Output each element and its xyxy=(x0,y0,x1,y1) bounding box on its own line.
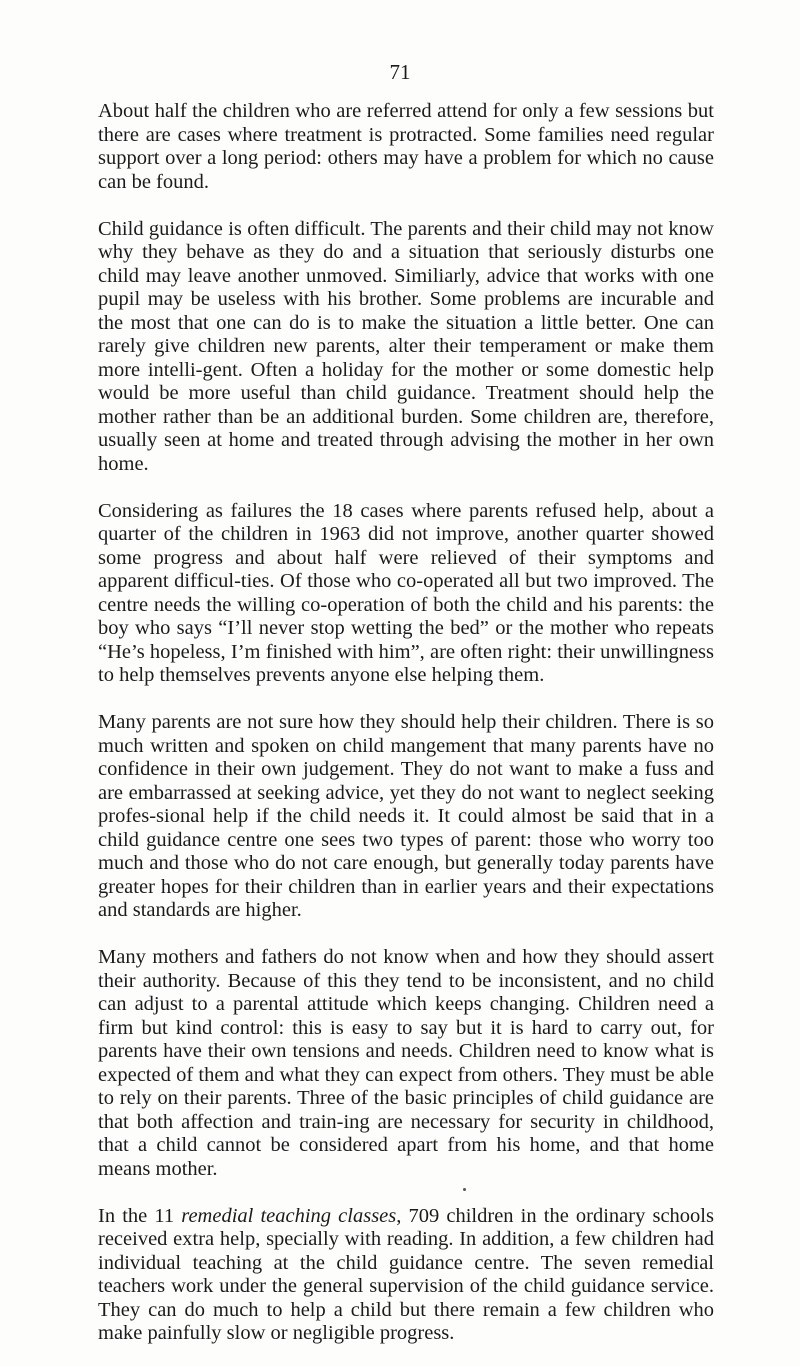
paragraph-remedial-teaching xyxy=(98,1205,714,1346)
paragraph-parental-authority: Many mothers and fathers do not know when and how they should assert their authority. Because of this they tend to be inconsistent, and no child can adjust to a parental attitude which keeps changing. Children need a firm but kind control: this is easy to say but it is hard to carry out, for parents have their own tensions and needs. Children need to know what is expected of them and what they can expect from others. They must be able to rely on their parents. Three of the basic principles of child guidance are that both affection and train-ing are necessary for security in childhood, that a child cannot be considered apart from his home, and that home means mother. xyxy=(98,946,714,1180)
remedial-teaching-classes-emphasis: remedial teaching classes xyxy=(181,1204,397,1227)
print-speck xyxy=(463,1188,466,1191)
body-text xyxy=(98,100,714,1346)
page-number: 71 xyxy=(389,60,411,84)
remedial-text-before: In the 11 xyxy=(98,1204,182,1227)
paragraph-outcomes: Considering as failures the 18 cases where parents refused help, about a quarter of the children in 1963 did not improve, another quarter showed some progress and about half were relieved of their symptoms and apparent difficul-ties. Of those who co-operated all but two improved. The centre needs the willing co-operation of both the child and his parents: the boy who says “I’ll never stop wetting the bed” or the mother who repeats “He’s hopeless, I’m finished with him”, are often right: their unwillingness to help themselves prevents anyone else helping them. xyxy=(98,499,714,686)
paragraph-child-guidance-difficulty: Child guidance is often difficult. The parents and their child may not know why they behave as they do and a situation that seriously disturbs one child may leave another unmoved. Similiarly, advice that works with one pupil may be useless with his brother. Some problems are incurable and the most that one can do is to make the situation a little better. One can rarely give children new parents, alter their temperament or make them more intelli-gent. Often a holiday for the mother or some domestic help would be more useful than child guidance. Treatment should help the mother rather than be an additional burden. Some children are, therefore, usually seen at home and treated through advising the mother in her own home. xyxy=(98,217,714,475)
paragraph-treatment-duration: About half the children who are referred attend for only a few sessions but there are cases where treatment is protracted. Some families need regular support over a long period: others may have a problem for which no cause can be found. xyxy=(98,100,714,193)
paragraph-parental-uncertainty: Many parents are not sure how they should help their children. There is so much written and spoken on child mangement that many parents have no confidence in their own judgement. They do not want to make a fuss and are embarrassed at seeking advice, yet they do not want to neglect seeking profes-sional help if the child needs it. It could almost be said that in a child guidance centre one sees two types of parent: those who worry too much and those who do not care enough, but generally today parents have greater hopes for their children than in earlier years and their expectations and standards are higher. xyxy=(98,711,714,921)
remedial-text-after: , 709 children in the ordinary schools received extra help, specially with reading. In addition, a few children had individual teaching at the child guidance centre. The seven remedial teachers work under the general supervision of the child guidance service. They can do much to help a child but there remain a few children who make painfully slow or negligible progress. xyxy=(98,1204,714,1344)
